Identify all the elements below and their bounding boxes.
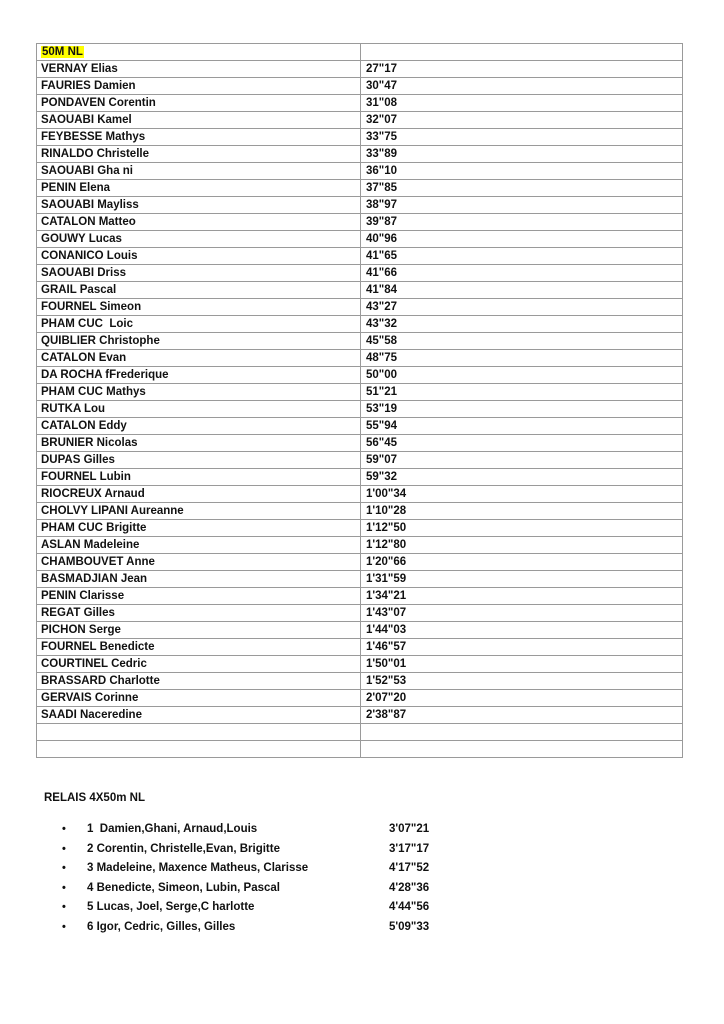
swimmer-name: BRUNIER Nicolas (37, 435, 361, 452)
table-row (37, 265, 683, 282)
swimmer-name: FEYBESSE Mathys (37, 129, 361, 146)
table-row (37, 180, 683, 197)
swimmer-name: DA ROCHA fFrederique (37, 367, 361, 384)
swimmer-name: RINALDO Christelle (37, 146, 361, 163)
relay-item (62, 820, 442, 840)
table-row (37, 724, 683, 741)
swimmer-name: QUIBLIER Christophe (37, 333, 361, 350)
table-row (37, 537, 683, 554)
swim-time: 1'00"34 (361, 486, 683, 503)
table-row (37, 61, 683, 78)
swim-time: 39"87 (361, 214, 683, 231)
swimmer-name: PENIN Clarisse (37, 588, 361, 605)
swimmer-name (37, 724, 361, 741)
swimmer-name: SAADI Naceredine (37, 707, 361, 724)
swimmer-name (37, 741, 361, 758)
relay-time: 3'07"21 (389, 823, 430, 835)
swimmer-name: FOURNEL Lubin (37, 469, 361, 486)
table-row (37, 673, 683, 690)
swimmer-name: PICHON Serge (37, 622, 361, 639)
relay-team: 3 Madeleine, Maxence Matheus, Clarisse (87, 862, 309, 874)
swim-time: 33"89 (361, 146, 683, 163)
table-row (37, 605, 683, 622)
swim-time: 38"97 (361, 197, 683, 214)
table-row (37, 231, 683, 248)
swim-time: 30"47 (361, 78, 683, 95)
table-row (37, 129, 683, 146)
table-row (37, 367, 683, 384)
relay-time: 5'09"33 (389, 920, 430, 933)
swim-time: 43"32 (361, 316, 683, 333)
swim-time: 1'46"57 (361, 639, 683, 656)
swimmer-name: BASMADJIAN Jean (37, 571, 361, 588)
table-row (37, 571, 683, 588)
swim-time: 55"94 (361, 418, 683, 435)
swim-time: 40"96 (361, 231, 683, 248)
table-row (37, 520, 683, 537)
relay-list (62, 820, 442, 937)
swimmer-name: CATALON Matteo (37, 214, 361, 231)
swim-time: 41"65 (361, 248, 683, 265)
relay-time: 4'28"36 (389, 881, 430, 894)
table-row (37, 622, 683, 639)
relay-team: 1 Damien,Ghani, Arnaud,Louis (87, 823, 258, 835)
swimmer-name: CHAMBOUVET Anne (37, 554, 361, 571)
relay-item (62, 840, 442, 860)
table-row (37, 469, 683, 486)
table-row (37, 214, 683, 231)
swimmer-name: PHAM CUC Mathys (37, 384, 361, 401)
event-header-cell (37, 44, 361, 61)
table-row (37, 163, 683, 180)
swim-time: 1'50"01 (361, 656, 683, 673)
bullet-icon: • (62, 823, 66, 835)
bullet-icon: • (62, 881, 66, 894)
table-row (37, 197, 683, 214)
swim-time: 43"27 (361, 299, 683, 316)
event-title: 50M NL (42, 46, 83, 58)
swimmer-name: SAOUABI Mayliss (37, 197, 361, 214)
table-row (37, 435, 683, 452)
swimmer-name: FOURNEL Simeon (37, 299, 361, 316)
swimmer-name: SAOUABI Kamel (37, 112, 361, 129)
swimmer-name: RIOCREUX Arnaud (37, 486, 361, 503)
table-row (37, 78, 683, 95)
swim-time: 1'52"53 (361, 673, 683, 690)
relay-team: 2 Corentin, Christelle,Evan, Brigitte (87, 842, 280, 855)
swim-time: 36"10 (361, 163, 683, 180)
swim-time: 45"58 (361, 333, 683, 350)
swim-time: 1'10"28 (361, 503, 683, 520)
swimmer-name: CATALON Eddy (37, 418, 361, 435)
swim-time: 48"75 (361, 350, 683, 367)
table-row (37, 146, 683, 163)
table-row (37, 741, 683, 758)
swim-time: 33"75 (361, 129, 683, 146)
swim-time: 41"84 (361, 282, 683, 299)
bullet-icon: • (62, 920, 66, 933)
relay-team: 4 Benedicte, Simeon, Lubin, Pascal (87, 881, 281, 894)
swimmer-name: SAOUABI Gha ni (37, 163, 361, 180)
swim-time: 2'07"20 (361, 690, 683, 707)
table-row (37, 282, 683, 299)
swimmer-name: CONANICO Louis (37, 248, 361, 265)
swim-time: 32"07 (361, 112, 683, 129)
relay-team: 6 Igor, Cedric, Gilles, Gilles (87, 920, 236, 933)
table-row (37, 656, 683, 673)
swimmer-name: RUTKA Lou (37, 401, 361, 418)
table-row (37, 554, 683, 571)
relay-item (62, 879, 442, 899)
swim-time: 31"08 (361, 95, 683, 112)
table-header-row (37, 44, 683, 61)
swimmer-name: FOURNEL Benedicte (37, 639, 361, 656)
bullet-icon: • (62, 901, 66, 913)
swimmer-name: GOUWY Lucas (37, 231, 361, 248)
table-row (37, 588, 683, 605)
relay-team: 5 Lucas, Joel, Serge,C harlotte (87, 901, 255, 913)
results-table-body (37, 44, 683, 758)
swim-time: 27"17 (361, 61, 683, 78)
swim-time: 1'34"21 (361, 588, 683, 605)
table-row (37, 486, 683, 503)
swimmer-name: PENIN Elena (37, 180, 361, 197)
swimmer-name: VERNAY Elias (37, 61, 361, 78)
table-row (37, 316, 683, 333)
table-row (37, 333, 683, 350)
table-row (37, 299, 683, 316)
swim-time: 59"32 (361, 469, 683, 486)
swim-time: 2'38"87 (361, 707, 683, 724)
table-row (37, 707, 683, 724)
bullet-icon: • (62, 862, 66, 874)
swim-time: 1'43"07 (361, 605, 683, 622)
swim-time: 1'44"03 (361, 622, 683, 639)
swimmer-name: CATALON Evan (37, 350, 361, 367)
swim-time: 1'20"66 (361, 554, 683, 571)
relay-time: 4'17"52 (389, 862, 430, 874)
swimmer-name: PHAM CUC Brigitte (37, 520, 361, 537)
swimmer-name: COURTINEL Cedric (37, 656, 361, 673)
table-row (37, 418, 683, 435)
results-table (36, 43, 683, 758)
swim-time: 51"21 (361, 384, 683, 401)
swimmer-name: PHAM CUC Loic (37, 316, 361, 333)
time-header-cell (361, 44, 683, 61)
swim-time: 1'12"80 (361, 537, 683, 554)
swim-time: 1'31"59 (361, 571, 683, 588)
table-row (37, 95, 683, 112)
table-row (37, 639, 683, 656)
table-row (37, 384, 683, 401)
swimmer-name: ASLAN Madeleine (37, 537, 361, 554)
swimmer-name: PONDAVEN Corentin (37, 95, 361, 112)
swim-time: 41"66 (361, 265, 683, 282)
swimmer-name: DUPAS Gilles (37, 452, 361, 469)
table-row (37, 350, 683, 367)
swim-time: 37"85 (361, 180, 683, 197)
swim-time: 56"45 (361, 435, 683, 452)
table-row (37, 248, 683, 265)
swimmer-name: GRAIL Pascal (37, 282, 361, 299)
swim-time: 50"00 (361, 367, 683, 384)
swim-time: 53"19 (361, 401, 683, 418)
relay-time: 4'44"56 (389, 901, 430, 913)
bullet-icon: • (62, 842, 66, 855)
swimmer-name: CHOLVY LIPANI Aureanne (37, 503, 361, 520)
relay-time: 3'17"17 (389, 842, 430, 855)
relay-item (62, 859, 442, 879)
swim-time: 59"07 (361, 452, 683, 469)
swim-time (361, 724, 683, 741)
table-row (37, 112, 683, 129)
swimmer-name: REGAT Gilles (37, 605, 361, 622)
table-row (37, 452, 683, 469)
table-row (37, 690, 683, 707)
swimmer-name: BRASSARD Charlotte (37, 673, 361, 690)
swim-time (361, 741, 683, 758)
table-row (37, 503, 683, 520)
swimmer-name: GERVAIS Corinne (37, 690, 361, 707)
table-row (37, 401, 683, 418)
swimmer-name: FAURIES Damien (37, 78, 361, 95)
swim-time: 1'12"50 (361, 520, 683, 537)
relay-title: RELAIS 4X50m NL (44, 792, 145, 804)
relay-item (62, 898, 442, 918)
swimmer-name: SAOUABI Driss (37, 265, 361, 282)
relay-item (62, 918, 442, 938)
